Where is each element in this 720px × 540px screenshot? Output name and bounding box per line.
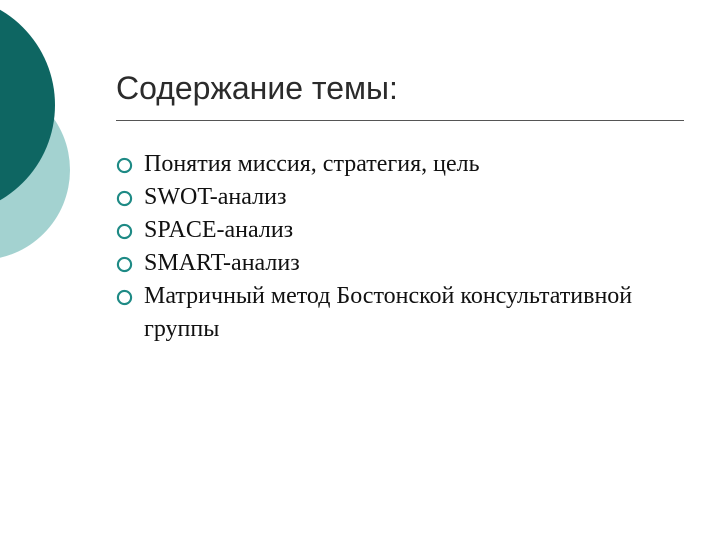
decorative-circles — [0, 0, 120, 300]
title-underline — [116, 120, 684, 121]
list-item — [116, 148, 676, 181]
bullet-list — [116, 148, 676, 346]
list-item — [116, 181, 676, 214]
list-item-text: Матричный метод Бостонской консультативной группы — [144, 283, 633, 342]
hollow-circle-icon — [116, 223, 133, 240]
list-item-text: Понятия миссия, стратегия, цель — [144, 151, 480, 177]
list-item — [116, 280, 676, 346]
hollow-circle-icon — [116, 157, 133, 174]
list-item-text: SPACE-анализ — [144, 217, 294, 243]
list-item-text: SMART-анализ — [144, 250, 300, 276]
list-item-text: SWOT-анализ — [144, 184, 287, 210]
hollow-circle-icon — [116, 190, 133, 207]
list-item — [116, 214, 676, 247]
hollow-circle-icon — [116, 289, 133, 306]
slide-title: Содержание темы: — [116, 70, 398, 106]
hollow-circle-icon — [116, 256, 133, 273]
list-item — [116, 247, 676, 280]
